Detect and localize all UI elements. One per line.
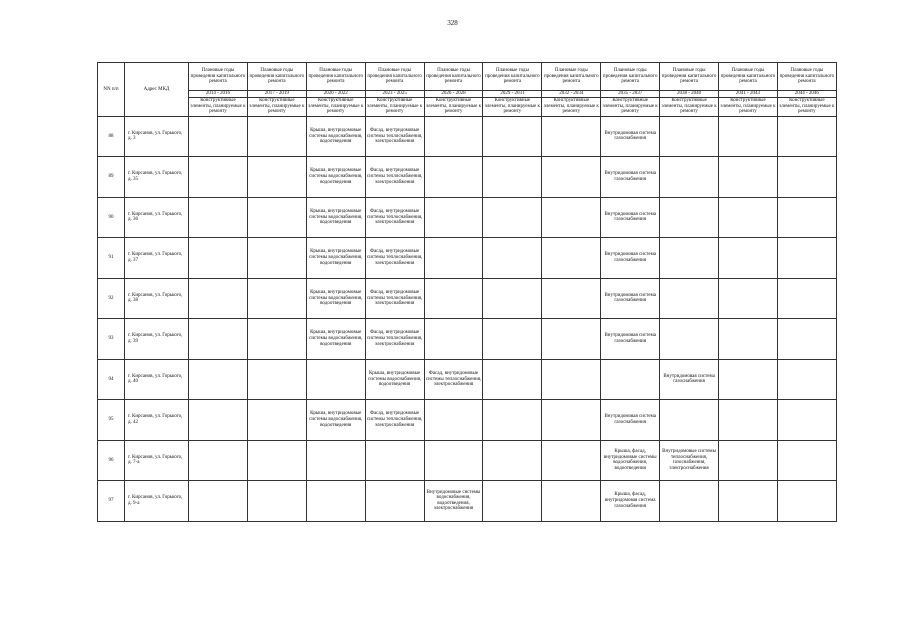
repair-cell <box>660 400 719 441</box>
repair-cell <box>189 319 248 360</box>
repair-cell <box>424 278 483 319</box>
table-row <box>98 278 837 319</box>
period-header: Плановые годы проведения капитального ремонта <box>365 63 424 91</box>
repair-cell: Фасад, внутридомовые системы теплоснабжения, электроснабжения <box>424 359 483 400</box>
repair-cell: Фасад, внутридомовые системы теплоснабжения, электроснабжения <box>365 116 424 157</box>
repair-cell <box>719 157 778 198</box>
repair-cell <box>483 197 542 238</box>
elements-header: Конструктивные элементы, планируемые к ремонту <box>543 98 599 115</box>
repair-cell <box>189 400 248 441</box>
repair-cell <box>189 157 248 198</box>
year-range: 2032 - 2034 <box>542 91 601 98</box>
repair-cell: Крыша, фасад, внутридомовые системы водоснабжения, водоотведения <box>601 440 660 481</box>
repair-cell <box>424 319 483 360</box>
table-row <box>98 116 837 157</box>
row-address: г. Кирсанов, ул. Горького, д. 37 <box>125 238 189 279</box>
repair-cell <box>189 116 248 157</box>
repair-cell <box>483 278 542 319</box>
period-header: Плановые годы проведения капитального ремонта <box>601 63 660 91</box>
repair-cell <box>542 197 601 238</box>
year-range: 2038 - 2040 <box>660 91 719 98</box>
repair-cell <box>777 319 836 360</box>
repair-cell <box>247 278 306 319</box>
repair-cell <box>189 238 248 279</box>
period-header: Плановые годы проведения капитального ремонта <box>483 63 542 91</box>
repair-cell <box>660 481 719 522</box>
table-row <box>98 400 837 441</box>
elements-header: Конструктивные элементы, планируемые к ремонту <box>425 98 482 115</box>
repair-cell: Крыша, фасад, внутридомовая система газоснабжения <box>601 481 660 522</box>
row-number: 94 <box>98 359 125 400</box>
years-row <box>98 91 837 98</box>
year-range: 2035 - 2037 <box>601 91 660 98</box>
repair-cell: Внутридомовая система газоснабжения <box>601 197 660 238</box>
period-header: Плановые годы проведения капитального ремонта <box>189 63 248 91</box>
repair-cell: Фасад, внутридомовые системы теплоснабжения, электроснабжения <box>365 278 424 319</box>
repair-cell: Внутридомовая система газоснабжения <box>601 238 660 279</box>
repair-cell: Внутридомовая система газоснабжения <box>601 278 660 319</box>
repair-cell <box>483 116 542 157</box>
repair-cell <box>483 157 542 198</box>
nn-header: NN п/п <box>98 63 125 117</box>
repair-cell <box>247 319 306 360</box>
year-range: 2041 - 2043 <box>719 91 778 98</box>
period-header: Плановые годы проведения капитального ремонта <box>542 63 601 91</box>
repair-cell <box>189 278 248 319</box>
row-number: 92 <box>98 278 125 319</box>
repair-cell <box>424 116 483 157</box>
table-row <box>98 440 837 481</box>
row-number: 97 <box>98 481 125 522</box>
row-number: 91 <box>98 238 125 279</box>
row-address: г. Кирсанов, ул. Горького, д. 7-а <box>125 440 189 481</box>
table-row <box>98 157 837 198</box>
repair-cell: Внутридомовые системы водоснабжения, водоотведения, электроснабжения <box>424 481 483 522</box>
elements-header: Конструктивные элементы, планируемые к ремонту <box>249 98 305 115</box>
repair-cell <box>247 400 306 441</box>
row-address: г. Кирсанов, ул. Горького, д. 9-а <box>125 481 189 522</box>
elements-header: Конструктивные элементы, планируемые к ремонту <box>602 98 658 115</box>
repair-cell <box>424 197 483 238</box>
repair-cell <box>719 116 778 157</box>
repair-cell <box>777 400 836 441</box>
repair-cell <box>247 157 306 198</box>
repair-cell <box>542 481 601 522</box>
repair-cell <box>247 197 306 238</box>
repair-cell: Внутридомовая система газоснабжения <box>601 157 660 198</box>
repair-cell: Крыша, внутридомовые системы водоснабжения, водоотведения <box>306 157 365 198</box>
period-header: Плановые годы проведения капитального ремонта <box>660 63 719 91</box>
page-number: 328 <box>447 19 458 27</box>
year-range: 2044 - 2046 <box>777 91 836 98</box>
repair-cell: Фасад, внутридомовые системы теплоснабжения, электроснабжения <box>365 157 424 198</box>
year-range: 2029 - 2031 <box>483 91 542 98</box>
row-address: г. Кирсанов, ул. Горького, д. 42 <box>125 400 189 441</box>
repair-cell <box>306 359 365 400</box>
repair-cell <box>777 359 836 400</box>
year-range: 2026 - 2028 <box>424 91 483 98</box>
repair-cell <box>542 157 601 198</box>
repair-cell <box>483 359 542 400</box>
repair-cell <box>189 197 248 238</box>
repair-cell <box>424 400 483 441</box>
elements-header: Конструктивные элементы, планируемые к ремонту <box>308 98 364 115</box>
repair-cell <box>247 481 306 522</box>
repair-cell: Внутридомовые системы теплоснабжения, газоснабжения, электроснабжения <box>660 440 719 481</box>
period-header: Плановые годы проведения капитального ремонта <box>777 63 836 91</box>
repair-cell <box>719 440 778 481</box>
repair-cell <box>660 197 719 238</box>
repair-cell: Фасад, внутридомовые системы теплоснабжения, электроснабжения <box>365 238 424 279</box>
repair-cell <box>542 238 601 279</box>
year-range: 2014 - 2016 <box>189 91 248 98</box>
repair-cell: Внутридомовая система газоснабжения <box>601 116 660 157</box>
table-row <box>98 238 837 279</box>
table-row <box>98 319 837 360</box>
repair-cell: Фасад, внутридомовые системы теплоснабжения, электроснабжения <box>365 319 424 360</box>
repair-cell <box>719 359 778 400</box>
elements-header: Конструктивные элементы, планируемые к ремонту <box>779 98 835 115</box>
repair-cell <box>483 238 542 279</box>
subheader-row <box>98 97 837 116</box>
elements-header: Конструктивные элементы, планируемые к ремонту <box>367 98 423 115</box>
repair-cell <box>189 440 248 481</box>
repair-cell <box>777 440 836 481</box>
repair-cell <box>660 278 719 319</box>
row-address: г. Кирсанов, ул. Горького, д. 38 <box>125 278 189 319</box>
period-header: Плановые годы проведения капитального ремонта <box>247 63 306 91</box>
repair-cell <box>777 238 836 279</box>
table-row <box>98 359 837 400</box>
year-range: 2020 - 2022 <box>306 91 365 98</box>
period-header: Плановые годы проведения капитального ремонта <box>719 63 778 91</box>
repair-cell: Внутридомовая система газоснабжения <box>601 400 660 441</box>
repair-cell <box>719 197 778 238</box>
row-number: 96 <box>98 440 125 481</box>
repair-cell <box>247 440 306 481</box>
row-address: г. Кирсанов, ул. Горького, д. 3 <box>125 116 189 157</box>
repair-cell: Фасад, внутридомовые системы теплоснабжения, электроснабжения <box>365 400 424 441</box>
repair-cell <box>542 278 601 319</box>
repair-cell <box>483 440 542 481</box>
repair-cell <box>542 116 601 157</box>
repair-schedule-table <box>97 62 837 522</box>
repair-cell <box>601 359 660 400</box>
repair-cell: Внутридомовая система газоснабжения <box>660 359 719 400</box>
repair-cell <box>660 116 719 157</box>
repair-cell <box>542 359 601 400</box>
year-range: 2017 - 2019 <box>247 91 306 98</box>
repair-cell <box>777 481 836 522</box>
repair-cell <box>306 481 365 522</box>
elements-header: Конструктивные элементы, планируемые к ремонту <box>720 98 776 115</box>
repair-cell: Крыша, внутридомовые системы водоснабжения, водоотведения <box>306 238 365 279</box>
repair-cell <box>189 359 248 400</box>
repair-cell: Крыша, внутридомовые системы водоснабжения, водоотведения <box>306 197 365 238</box>
repair-cell <box>542 400 601 441</box>
repair-cell: Внутридомовая система газоснабжения <box>601 319 660 360</box>
repair-cell: Крыша, внутридомовые системы водоснабжения, водоотведения <box>306 400 365 441</box>
repair-cell <box>365 440 424 481</box>
repair-cell <box>719 400 778 441</box>
repair-cell <box>660 238 719 279</box>
repair-cell <box>483 319 542 360</box>
repair-cell <box>542 319 601 360</box>
repair-cell: Крыша, внутридомовые системы водоснабжения, водоотведения <box>306 319 365 360</box>
row-number: 88 <box>98 116 125 157</box>
repair-cell <box>777 197 836 238</box>
repair-cell <box>189 481 248 522</box>
year-range: 2023 - 2025 <box>365 91 424 98</box>
row-address: г. Кирсанов, ул. Горького, д. 39 <box>125 319 189 360</box>
table-row <box>98 197 837 238</box>
repair-cell <box>777 278 836 319</box>
repair-cell <box>483 481 542 522</box>
repair-cell <box>247 116 306 157</box>
elements-header: Конструктивные элементы, планируемые к ремонту <box>484 98 540 115</box>
row-number: 90 <box>98 197 125 238</box>
row-address: г. Кирсанов, ул. Горького, д. 36 <box>125 197 189 238</box>
row-address: г. Кирсанов, ул. Горького, д. 35 <box>125 157 189 198</box>
repair-cell <box>542 440 601 481</box>
repair-cell <box>719 481 778 522</box>
repair-cell <box>424 238 483 279</box>
header-row <box>98 63 837 91</box>
row-number: 89 <box>98 157 125 198</box>
repair-cell <box>247 359 306 400</box>
repair-cell <box>483 400 542 441</box>
repair-cell <box>660 157 719 198</box>
repair-cell <box>660 319 719 360</box>
repair-cell <box>247 238 306 279</box>
repair-cell <box>424 157 483 198</box>
table-row <box>98 481 837 522</box>
address-header: Адрес МКД <box>125 63 189 117</box>
repair-cell <box>777 157 836 198</box>
repair-cell <box>424 440 483 481</box>
repair-cell: Крыша, внутридомовые системы водоснабжения, водоотведения <box>306 116 365 157</box>
row-address: г. Кирсанов, ул. Горького, д. 40 <box>125 359 189 400</box>
repair-cell <box>719 278 778 319</box>
row-number: 95 <box>98 400 125 441</box>
repair-cell: Крыша, внутридомовые системы водоснабжения, водоотведения <box>365 359 424 400</box>
period-header: Плановые годы проведения капитального ремонта <box>306 63 365 91</box>
repair-cell <box>777 116 836 157</box>
elements-header: Конструктивные элементы, планируемые к ремонту <box>661 98 717 115</box>
repair-cell <box>306 440 365 481</box>
repair-cell: Крыша, внутридомовые системы водоснабжения, водоотведения <box>306 278 365 319</box>
period-header: Плановые годы проведения капитального ремонта <box>424 63 483 91</box>
repair-cell: Фасад, внутридомовые системы теплоснабжения, электроснабжения <box>365 197 424 238</box>
repair-cell <box>719 319 778 360</box>
row-number: 93 <box>98 319 125 360</box>
elements-header: Конструктивные элементы, планируемые к ремонту <box>190 98 246 115</box>
repair-cell <box>365 481 424 522</box>
repair-cell <box>719 238 778 279</box>
